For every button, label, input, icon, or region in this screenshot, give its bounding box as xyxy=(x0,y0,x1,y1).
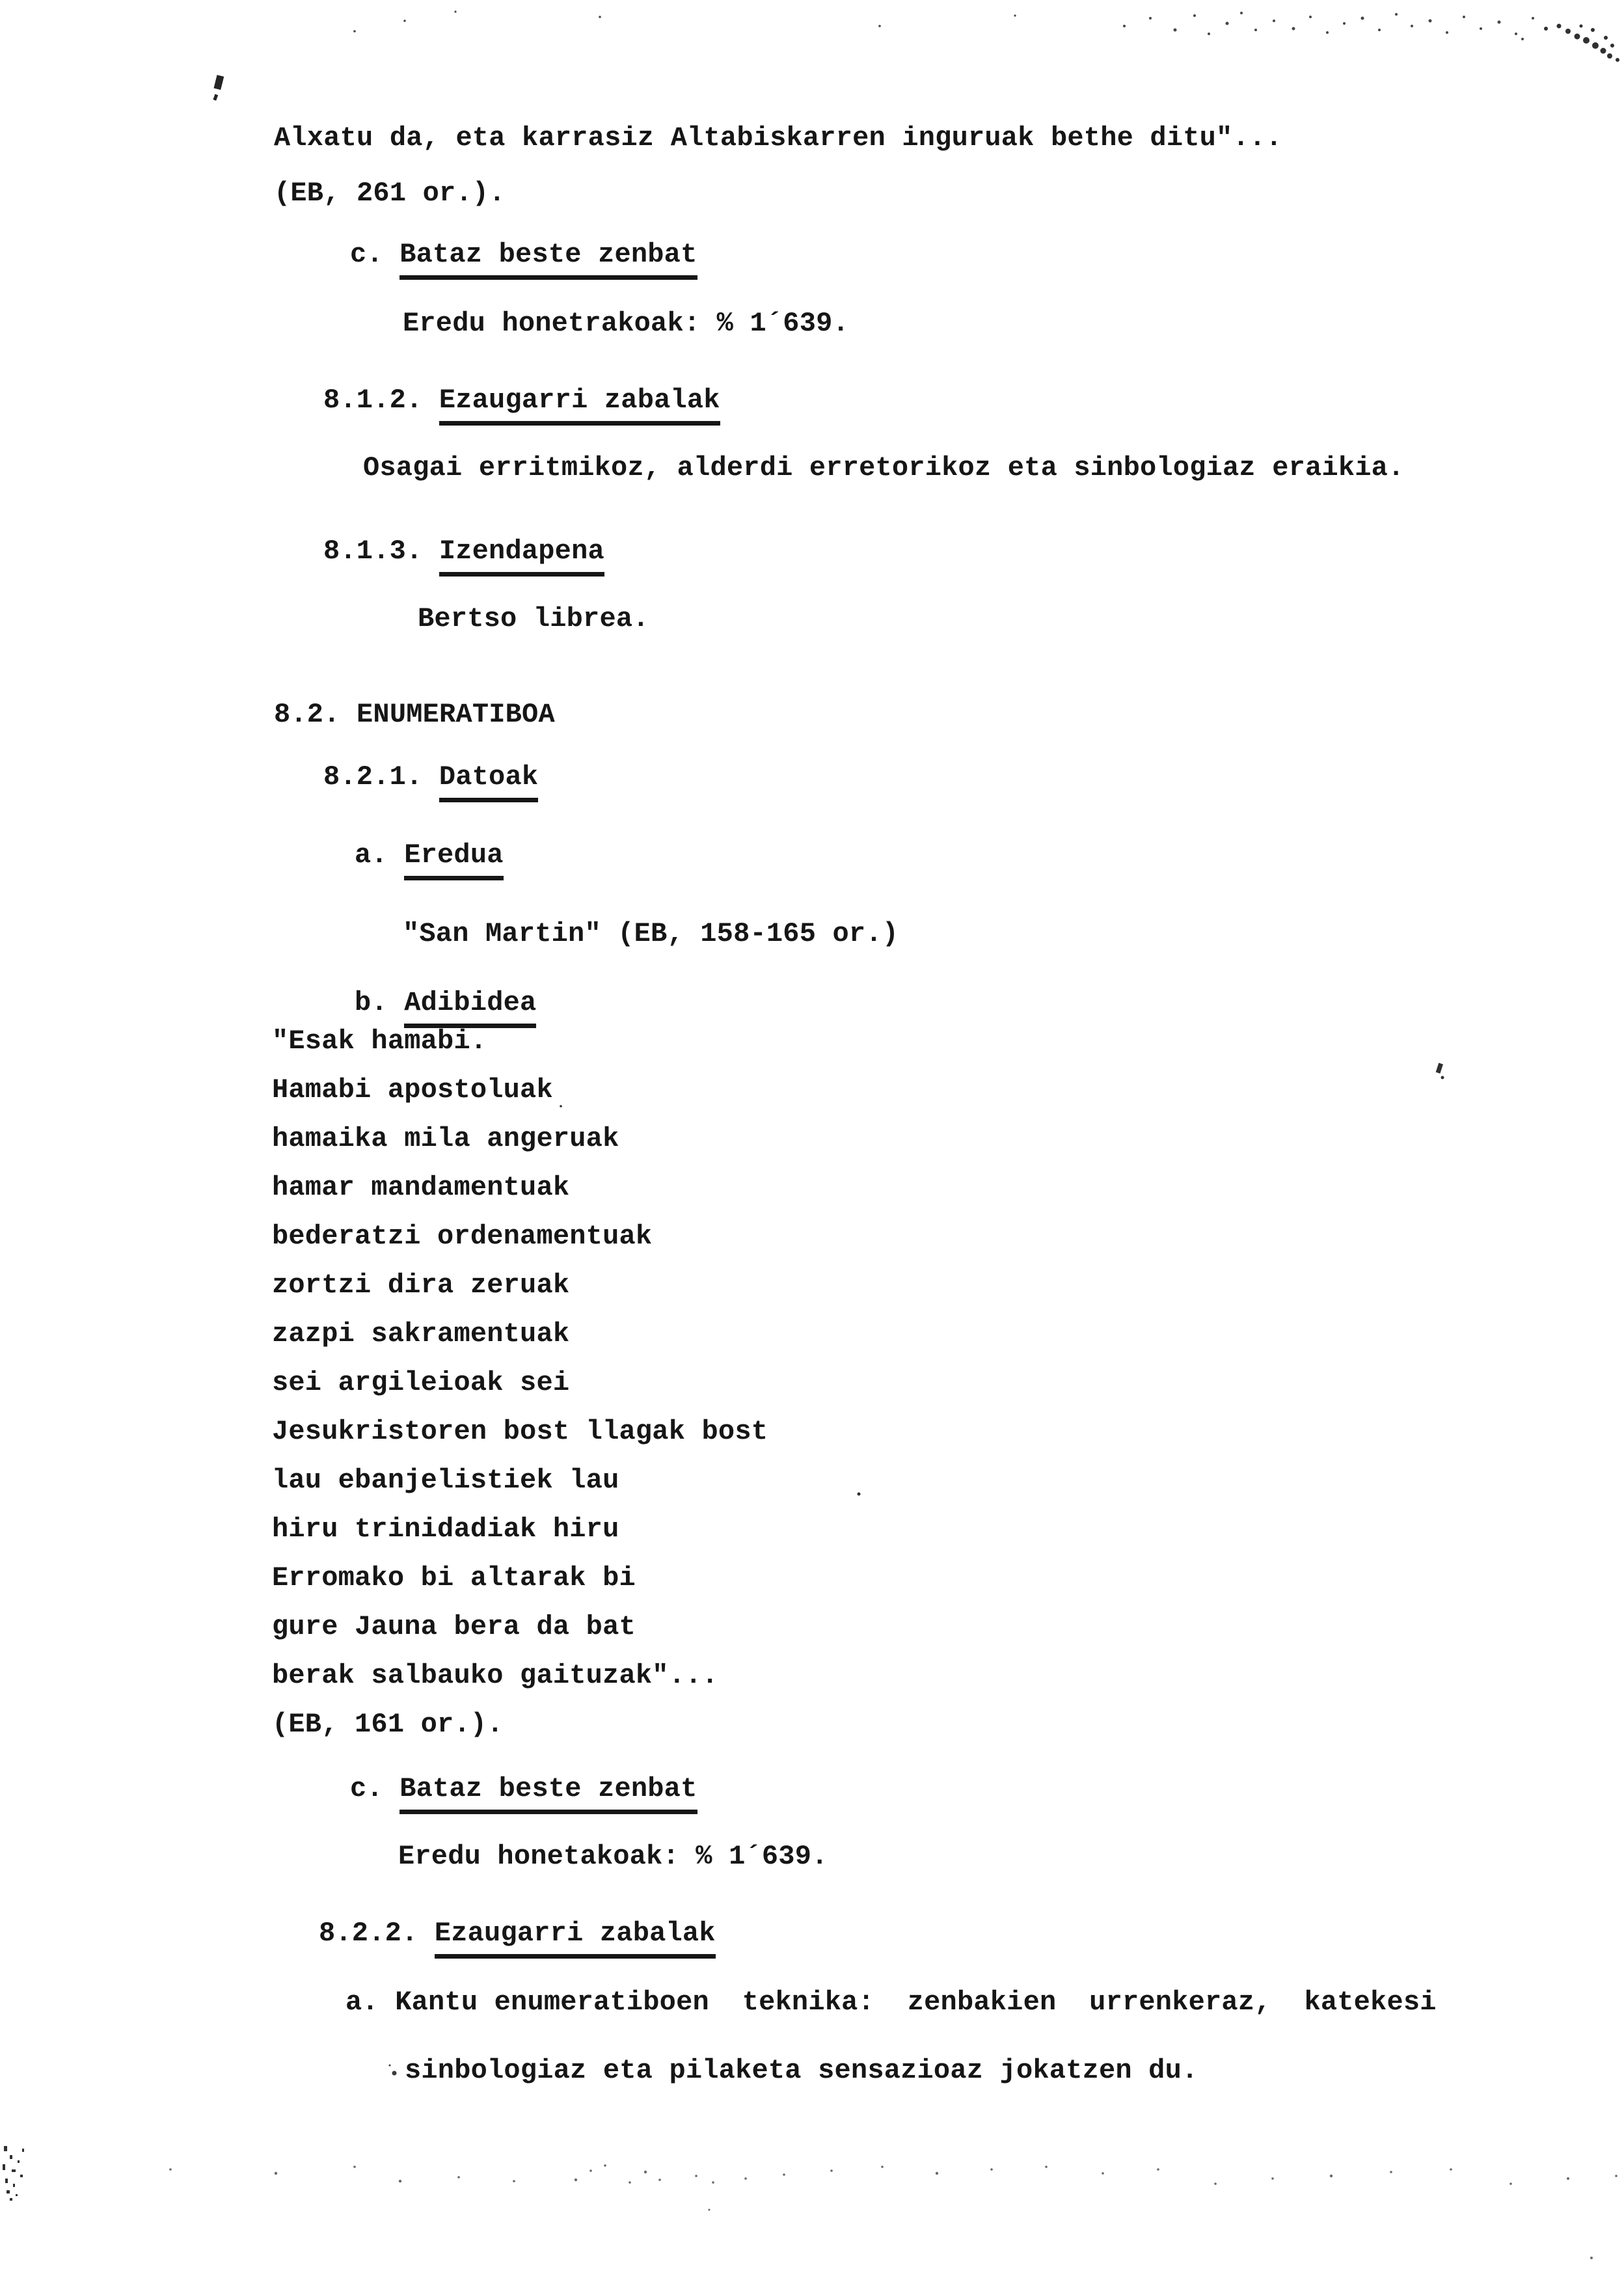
poem-line: berak salbauko gaituzak"... xyxy=(272,1660,718,1691)
heading-item-c1 xyxy=(350,241,697,280)
poem-line: hiru trinidadiak hiru xyxy=(272,1514,619,1545)
poem-line: zazpi sakramentuak xyxy=(272,1318,570,1350)
item-c1-title: Bataz beste zenbat xyxy=(399,241,697,280)
body-average-count-1: Eredu honetrakoak: % 1´639. xyxy=(403,308,849,339)
poem-line: Jesukristoren bost llagak bost xyxy=(272,1416,768,1447)
sec-821-title: Datoak xyxy=(439,763,538,802)
sec-822-prefix: 8.2.2. xyxy=(319,1918,435,1949)
sec-821-prefix: 8.2.1. xyxy=(323,761,439,793)
sec-812-prefix: 8.1.2. xyxy=(323,385,439,416)
item-a1-prefix: a. xyxy=(355,839,405,871)
heading-8-2: 8.2. ENUMERATIBOA xyxy=(274,699,555,730)
sec-822-title: Ezaugarri zabalak xyxy=(435,1920,716,1959)
item-c2-prefix: c. xyxy=(350,1773,400,1804)
citation-eb-261: (EB, 261 or.). xyxy=(274,178,506,209)
heading-8-1-3 xyxy=(323,537,604,577)
heading-item-c2 xyxy=(350,1775,697,1814)
item-c1-prefix: c. xyxy=(350,239,400,270)
body-8-1-3: Bertso librea. xyxy=(418,603,649,634)
sec-812-title: Ezaugarri zabalak xyxy=(439,387,720,426)
poem-line: hamaika mila angeruak xyxy=(272,1123,619,1154)
quote-excerpt-line: Alxatu da, eta karrasiz Altabiskarren inguruak bethe ditu"... xyxy=(274,122,1282,154)
body-average-count-2: Eredu honetakoak: % 1´639. xyxy=(398,1841,828,1872)
sec-813-title: Izendapena xyxy=(439,537,604,577)
poem-line: "Esak hamabi. xyxy=(272,1026,487,1057)
heading-8-2-1 xyxy=(323,763,538,802)
poem-line: hamar mandamentuak xyxy=(272,1172,570,1203)
poem-line: zortzi dira zeruak xyxy=(272,1270,570,1301)
item-c2-title: Bataz beste zenbat xyxy=(399,1775,697,1814)
stray-ink-mark xyxy=(213,75,224,101)
body-8-2-2-line2: sinbologiaz eta pilaketa sensazioaz jokatzen du. xyxy=(405,2055,1198,2086)
poem-line: gure Jauna bera da bat xyxy=(272,1611,636,1642)
poem-line: sei argileioak sei xyxy=(272,1367,570,1398)
poem-line: Hamabi apostoluak xyxy=(272,1074,553,1106)
heading-8-1-2 xyxy=(323,387,720,426)
sec-813-prefix: 8.1.3. xyxy=(323,536,439,567)
item-b1-title: Adibidea xyxy=(404,989,536,1028)
body-model-reference: "San Martin" (EB, 158-165 or.) xyxy=(403,918,899,949)
poem-line: Erromako bi altarak bi xyxy=(272,1562,636,1594)
poem-line: lau ebanjelistiek lau xyxy=(272,1465,619,1496)
body-8-1-2: Osagai erritmikoz, alderdi erretorikoz eta sinbologiaz eraikia. xyxy=(363,452,1405,483)
poem-line: bederatzi ordenamentuak xyxy=(272,1221,653,1252)
item-b1-prefix: b. xyxy=(355,987,405,1018)
heading-item-a1 xyxy=(355,841,504,880)
body-8-2-2-line1: a. Kantu enumeratiboen teknika: zenbakien urrenkeraz, katekesi xyxy=(345,1987,1437,2018)
heading-item-b1 xyxy=(355,989,536,1028)
heading-8-2-2 xyxy=(319,1920,716,1959)
citation-eb-161: (EB, 161 or.). xyxy=(272,1709,504,1740)
item-a1-title: Eredua xyxy=(404,841,503,880)
